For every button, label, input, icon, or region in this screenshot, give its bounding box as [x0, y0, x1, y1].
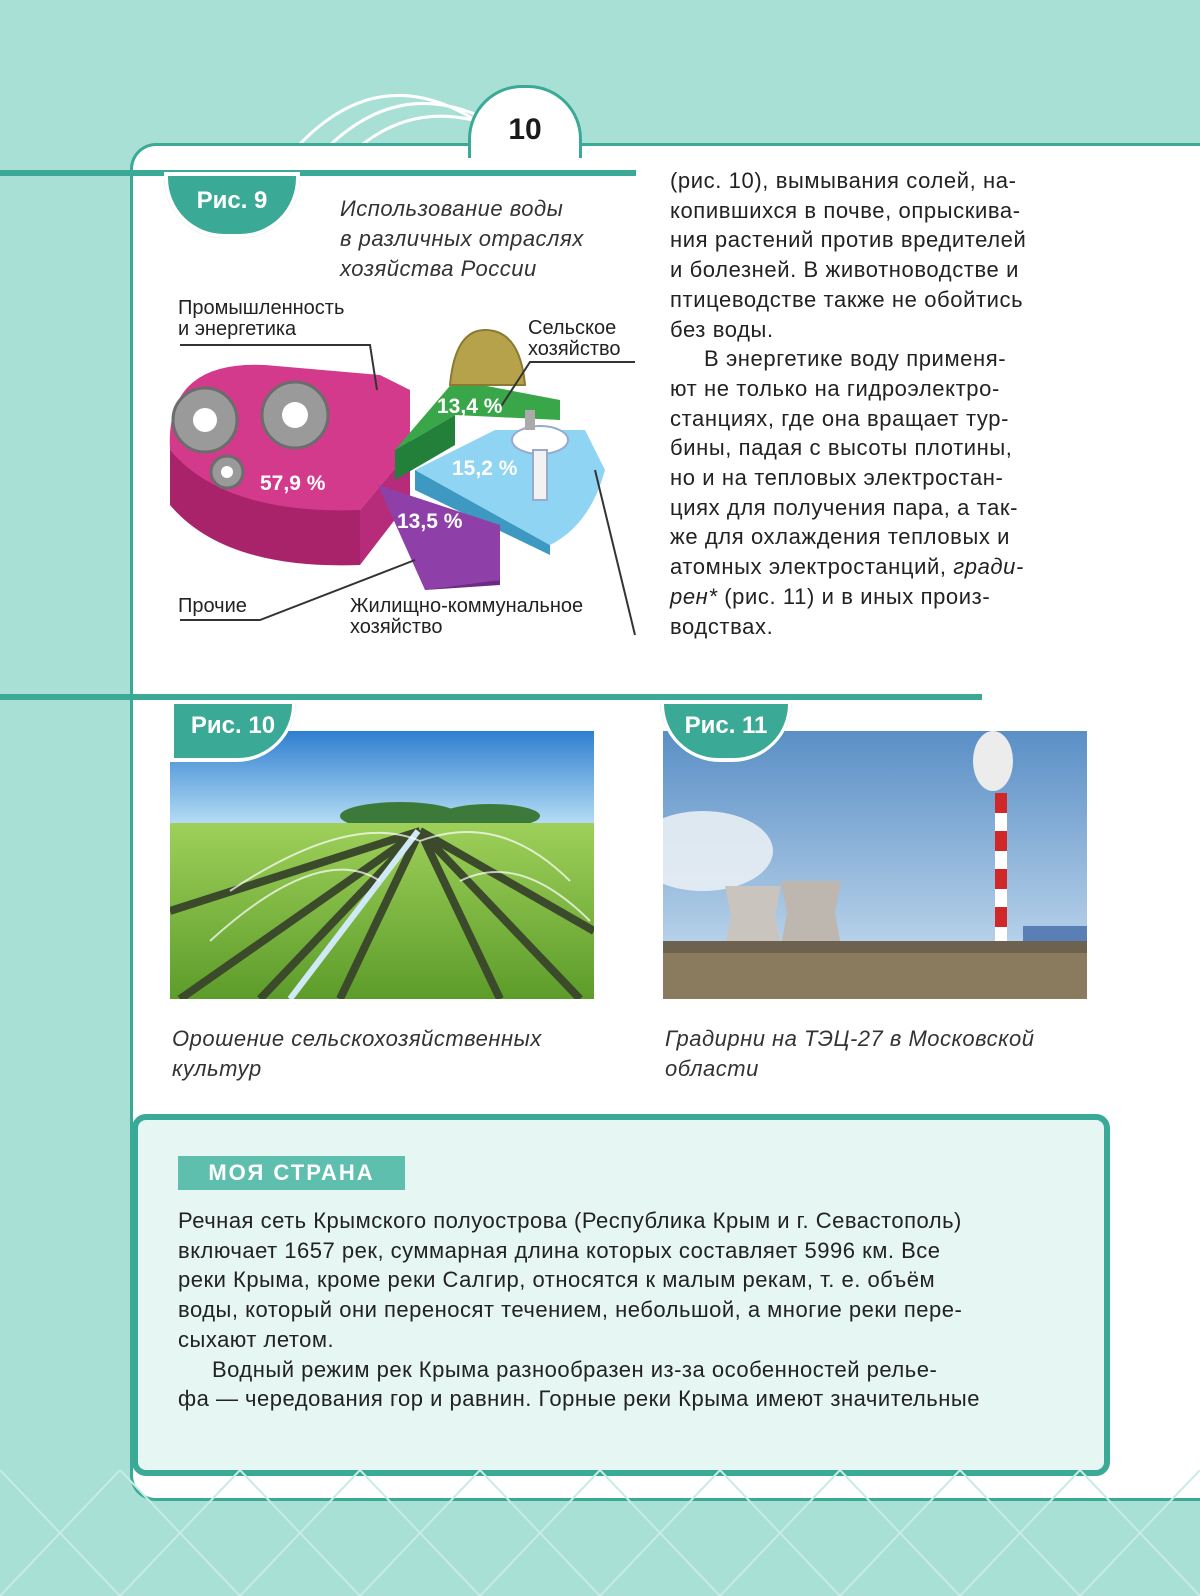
page-number: 10: [468, 85, 582, 158]
fig9-title-line: Использование воды: [340, 196, 564, 221]
mc-line: Речная сеть Крымского полуострова (Республика Крым и г. Севастополь): [178, 1208, 962, 1233]
fig10-caption-line: Орошение сельскохозяйственных: [172, 1026, 542, 1051]
slice-value-housing: 15,2 %: [452, 457, 518, 480]
fig9-badge-label: Рис. 9: [196, 187, 268, 214]
fig9-title: [340, 194, 630, 284]
slice-value-agri: 13,4 %: [437, 395, 503, 418]
text-line: без воды.: [670, 316, 774, 342]
text-span: атомных электростанций,: [670, 554, 947, 580]
text-italic: рен*: [670, 583, 718, 609]
left-margin-strip: [0, 140, 130, 1140]
text-line: ют не только на гидроэлектро-: [670, 375, 1000, 401]
text-line: станциях, где она вращает тур-: [670, 405, 1010, 431]
irrigation-image: [170, 731, 594, 999]
right-column-text: [670, 166, 1086, 641]
text-line: птицеводстве также не обойтись: [670, 286, 1024, 312]
text-line: копившихся в почве, опрыскива-: [670, 197, 1021, 223]
label-other: Прочие: [178, 595, 247, 617]
fig11-caption: [665, 1024, 1095, 1084]
bottom-pattern: [0, 1470, 1200, 1596]
my-country-title: МОЯ СТРАНА: [178, 1156, 405, 1190]
label-industry-line: и энергетика: [178, 318, 297, 340]
fig11-caption-line: области: [665, 1056, 759, 1081]
mc-line: фа — чередования гор и равнин. Горные реки Крыма имеют значительные: [178, 1386, 980, 1412]
mc-line: реки Крыма, кроме реки Салгир, относятся к малым рекам, т. е. объём: [178, 1267, 936, 1293]
mc-line: воды, который они переносят течением, небольшой, а многие реки пере-: [178, 1297, 963, 1323]
fig10-caption: [172, 1024, 602, 1084]
mc-line: сыхают летом.: [178, 1326, 335, 1352]
text-line: бины, падая с высоты плотины,: [670, 435, 1013, 461]
fig9-title-line: хозяйства России: [340, 256, 537, 281]
slice-value-industry: 57,9 %: [260, 472, 326, 495]
haystack-icon: [450, 330, 525, 385]
text-line: же для охлаждения тепловых и: [670, 524, 1011, 550]
fig11-caption-line: Градирни на ТЭЦ-27 в Московской: [665, 1026, 1035, 1051]
middle-divider: [0, 694, 982, 700]
chimney-icon: [995, 793, 1007, 946]
text-line: [670, 552, 1086, 582]
text-line: и болезней. В животноводстве и: [670, 257, 1019, 283]
fig9-title-line: в различных отраслях: [340, 226, 584, 251]
fig10-photo: [170, 731, 594, 999]
text-italic: гради-: [953, 554, 1024, 580]
leader-housing: [595, 470, 635, 635]
text-span: (рис. 11) и в иных произ-: [717, 583, 991, 609]
text-line: (рис. 10), вымывания солей, на-: [670, 168, 1017, 193]
top-divider: [0, 170, 636, 176]
label-agri: [528, 318, 621, 360]
cooling-towers-image: [663, 731, 1087, 999]
fig11-badge-label: Рис. 11: [684, 712, 768, 739]
text-line: ния растений против вредителей: [670, 227, 1027, 253]
mc-line: включает 1657 рек, суммарная длина которых составляет 5996 км. Все: [178, 1237, 941, 1263]
fig11-photo: [663, 731, 1087, 999]
text-line: В энергетике воду применя-: [704, 346, 1007, 372]
label-housing: [350, 596, 583, 638]
text-line: но и на тепловых электростан-: [670, 465, 1004, 491]
label-agri-line: хозяйство: [528, 338, 621, 360]
label-agri-line: Сельское: [528, 317, 617, 339]
my-country-box: [132, 1114, 1110, 1476]
my-country-text: [178, 1206, 1070, 1414]
label-housing-line: хозяйство: [350, 616, 443, 638]
label-industry: [178, 298, 344, 340]
label-industry-line: Промышленность: [178, 297, 345, 319]
text-line: водствах.: [670, 613, 774, 639]
fig10-badge-label: Рис. 10: [190, 712, 276, 739]
slice-value-other: 13,5 %: [397, 510, 463, 533]
label-housing-line: Жилищно-коммунальное: [350, 595, 584, 617]
fig10-caption-line: культур: [172, 1056, 262, 1081]
mc-line: Водный режим рек Крыма разнообразен из-за особенностей релье-: [212, 1356, 938, 1382]
text-line: циях для получения пара, а так-: [670, 494, 1019, 520]
text-line: [670, 582, 1086, 612]
